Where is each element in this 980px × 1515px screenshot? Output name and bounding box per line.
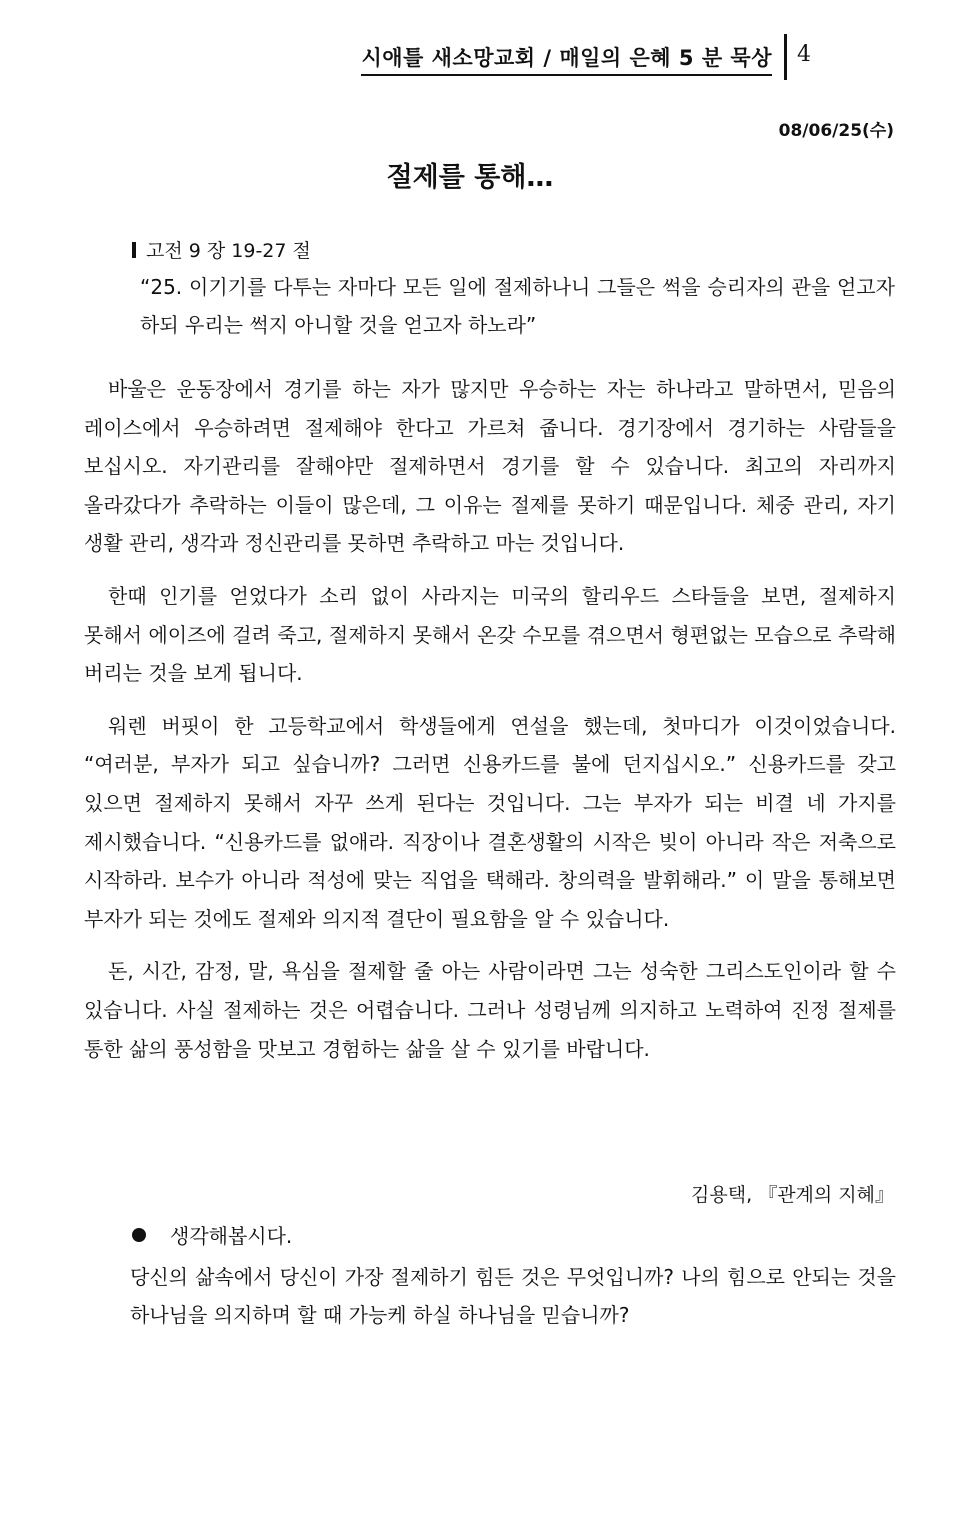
page-header	[0, 34, 980, 78]
reflection-heading-text: 생각해봅시다.	[170, 1224, 293, 1248]
paragraph: 워렌 버핏이 한 고등학교에서 학생들에게 연설을 했는데, 첫마디가 이것이었습니다. “여러분, 부자가 되고 싶습니까? 그러면 신용카드를 불에 던지십시오.” 신용카드를 갖고 있으면 절제하지 못해서 자꾸 쓰게 된다는 것입니다. 그는 부자가 되는 비결 네 가지를 제시했습니다. “신용카드를 없애라. 직장이나 결혼생활의 시작은 빚이 아니라 작은 저축으로 시작하라. 보수가 아니라 적성에 맞는 직업을 택해라. 창의력을 발휘해라.” 이 말을 통해보면 부자가 되는 것에도 절제와 의지적 결단이 필요함을 알 수 있습니다.	[84, 713, 896, 931]
scripture-reference	[132, 236, 311, 263]
header-divider	[784, 34, 787, 80]
scripture-reference-text: 고전 9 장 19-27 절	[146, 240, 311, 262]
page-title: 절제를 통해…	[386, 162, 554, 193]
header-title: 시애틀 새소망교회 / 매일의 은혜 5 분 묵상	[361, 42, 772, 76]
date: 08/06/25(수)	[778, 121, 894, 141]
paragraph: 돈, 시간, 감정, 말, 욕심을 절제할 줄 아는 사람이라면 그는 성숙한 그리스도인이라 할 수 있습니다. 사실 절제하는 것은 어렵습니다. 그러나 성령님께 의지하고 노력하여 진정 절제를 통한 삶의 풍성함을 맛보고 경험하는 삶을 살 수 있기를 바랍니다.	[84, 959, 896, 1061]
reflection-question: 당신의 삶속에서 당신이 가장 절제하기 힘든 것은 무엇입니까? 나의 힘으로 안되는 것을 하나님을 의지하며 할 때 가능케 하실 하나님을 믿습니까?	[130, 1265, 896, 1327]
body-text	[84, 370, 896, 1082]
paragraph: 바울은 운동장에서 경기를 하는 자가 많지만 우승하는 자는 하나라고 말하면서, 믿음의 레이스에서 우승하려면 절제해야 한다고 가르쳐 줍니다. 경기장에서 경기하는 사람들을 보십시오. 자기관리를 잘해야만 절제하면서 경기를 할 수 있습니다. 최고의 자리까지 올라갔다가 추락하는 이들이 많은데, 그 이유는 절제를 못하기 때문입니다. 체중 관리, 자기 생활 관리, 생각과 정신관리를 못하면 추락하고 마는 것입니다.	[84, 377, 896, 556]
scripture-quote: “25. 이기기를 다투는 자마다 모든 일에 절제하나니 그들은 썩을 승리자의 관을 얻고자 하되 우리는 썩지 아니할 것을 얻고자 하노라”	[140, 275, 895, 337]
paragraph: 한때 인기를 얻었다가 소리 없이 사라지는 미국의 할리우드 스타들을 보면, 절제하지 못해서 에이즈에 걸려 죽고, 절제하지 못해서 온갖 수모를 겪으면서 형편없는 모습으로 추락해 버리는 것을 보게 됩니다.	[84, 583, 896, 686]
attribution: 김용택, 『관계의 지혜』	[691, 1184, 894, 1206]
marker-icon	[132, 242, 136, 258]
page-number: 4	[797, 42, 811, 67]
bullet-icon	[132, 1228, 146, 1242]
reflection-heading	[132, 1220, 292, 1249]
